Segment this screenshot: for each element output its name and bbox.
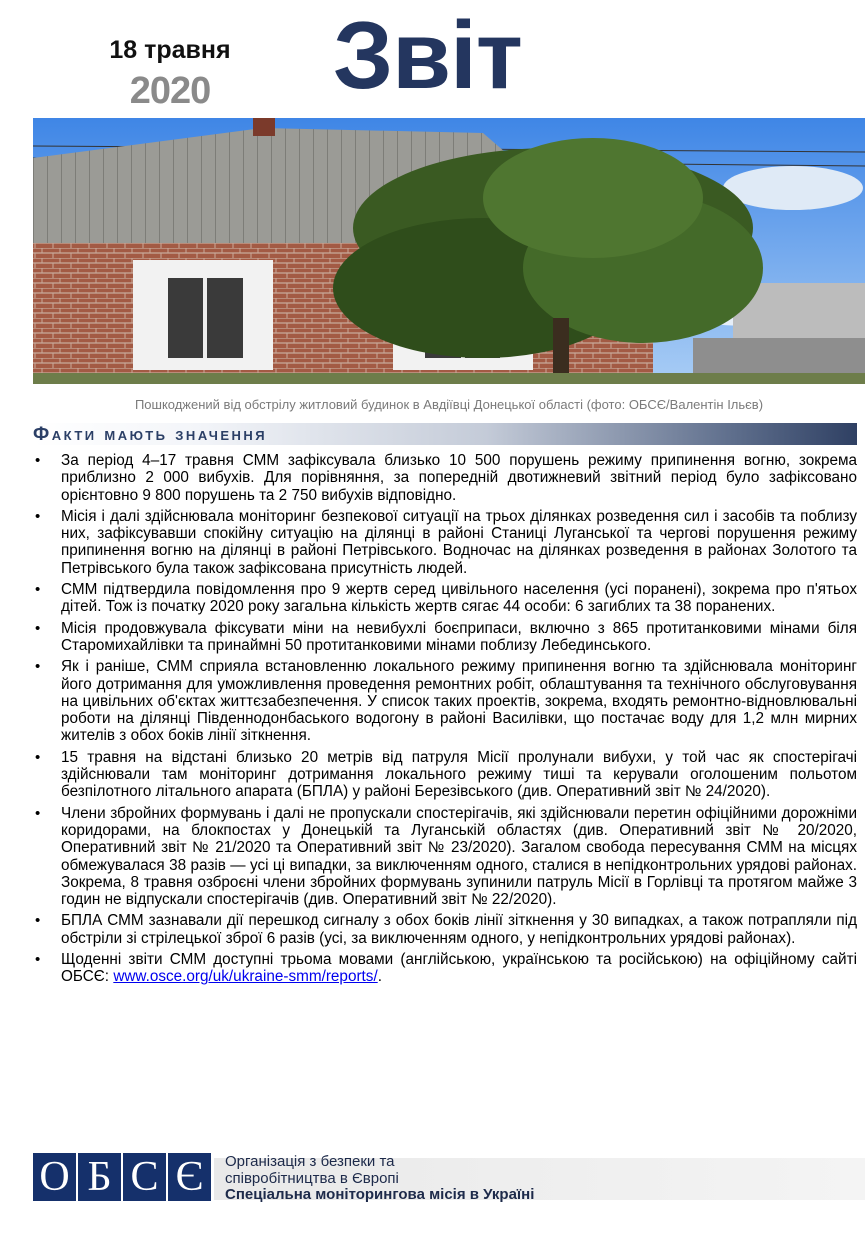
list-item: • За період 4–17 травня СММ зафіксувала близько 10 500 порушень режиму припинення вогню, зокрема приблизно 2 000 вибухів. Для порівняння, за попередній двотижневий звітний період було зафіксовано орієнтовно 9 800 порушень та 2 750 вибухів відповідно. bbox=[33, 452, 857, 504]
organization-name bbox=[225, 1154, 534, 1204]
list-item: • СММ підтвердила повідомлення про 9 жертв серед цивільного населення (усі поранені), зокрема про п'ятьох дітей. Тож із початку 2020 року загальна кількість жертв сягає 44 особи: 6 загиблих та 38 поранених. bbox=[33, 581, 857, 616]
photo-caption: Пошкоджений від обстрілу житловий будинок в Авдіївці Донецької області (фото: ОБСЄ/Валентін Ільєв) bbox=[134, 397, 764, 412]
reports-text: Щоденні звіти СММ доступні трьома мовами (англійською, українською та російською) на офіційному сайті ОБСЄ: bbox=[61, 951, 857, 986]
cover-photo bbox=[33, 118, 865, 384]
damaged-house-photo bbox=[33, 118, 865, 384]
logo-letter: С bbox=[123, 1153, 166, 1201]
reports-link[interactable]: www.osce.org/uk/ukraine-smm/reports/ bbox=[113, 968, 378, 986]
list-item: • Члени збройних формувань і далі не пропускали спостерігачів, які здійснювали перетин офіційними дорожніми коридорами, на блокпостах у Донецькій та Луганській областях (див. Оперативний звіт № 20/2020, Оперативний звіт № 21/2020 та Оперативний звіт № 23/2020). Загалом свобода пересування СММ на місцях обмежувалася 38 разів — усі ці випадки, за виключенням одного, сталися в непідконтрольних урядові районах. Зокрема, 8 травня озброєні члени збройних формувань зупинили патруль Місії в Горлівці та протягом майже 3 годин не відпускали спостерігачів (див. Оперативний звіт № 22/2020). bbox=[33, 805, 857, 909]
org-line-2: співробітництва в Європі bbox=[225, 1169, 399, 1187]
list-item: • Як і раніше, СММ сприяла встановленню локального режиму припинення вогню та здійснювала моніторинг його дотримання для уможливлення проведення ремонтних робіт, облаштування та технічного обслуговування на цивільних об'єктах життєзабезпечення. У список таких проектів, зокрема, входять ремонтно-відновлювальні роботи на ділянці Південнодонбаського водогону в районі Василівки, що постачає воду для 1,2 млн мирних жителів з обох боків лінії зіткнення. bbox=[33, 658, 857, 744]
logo-letter: Є bbox=[168, 1153, 211, 1201]
report-date-year: 2020 bbox=[129, 70, 211, 112]
report-title: Звіт bbox=[333, 2, 522, 109]
section-heading: Факти мають значення bbox=[33, 424, 268, 445]
logo-letter: Б bbox=[78, 1153, 121, 1201]
list-item: • Місія продовжувала фіксувати міни на невибухлі боєприпаси, включно з 865 протитанковими мінами біля Старомихайлівки та принаймні 50 протитанковими мінами поблизу Лебединського. bbox=[33, 620, 857, 655]
org-line-1: Організація з безпеки та bbox=[225, 1153, 395, 1170]
facts-list bbox=[33, 452, 857, 990]
logo-letter: О bbox=[33, 1153, 76, 1201]
list-item: • 15 травня на відстані близько 20 метрів від патруля Місії пролунали вибухи, у той час як спостерігачі здійснювали там моніторинг дотримання локального режиму тиші та керували оголошеним польотом безпілотного літального апарата (БПЛА) у районі Березівського (див. Оперативний звіт № 24/2020). bbox=[33, 749, 857, 801]
list-item: • Місія і далі здійснювала моніторинг безпекової ситуації на трьох ділянках розведення сил і засобів та поблизу них, зафіксувавши спокійну ситуацію на ділянці в районі Станиці Луганської та чергові порушення режиму припинення вогню на ділянці в районі Петрівського. Водночас на ділянках розведення в районах Золотого та Петрівського була також зафіксована присутність людей. bbox=[33, 508, 857, 577]
osce-logo bbox=[33, 1153, 211, 1201]
reports-suffix: . bbox=[377, 968, 382, 986]
report-date-day: 18 травня bbox=[109, 36, 231, 64]
org-line-3: Спеціальна моніторингова місія в Україні bbox=[225, 1186, 535, 1203]
list-item-reports bbox=[33, 951, 857, 986]
list-item: • БПЛА СММ зазнавали дії перешкод сигналу з обох боків лінії зіткнення у 30 випадках, а також потрапляли під обстріли зі стрілецької зброї 6 разів (усі, за виключенням одного, у непідконтрольних урядові районах). bbox=[33, 912, 857, 947]
